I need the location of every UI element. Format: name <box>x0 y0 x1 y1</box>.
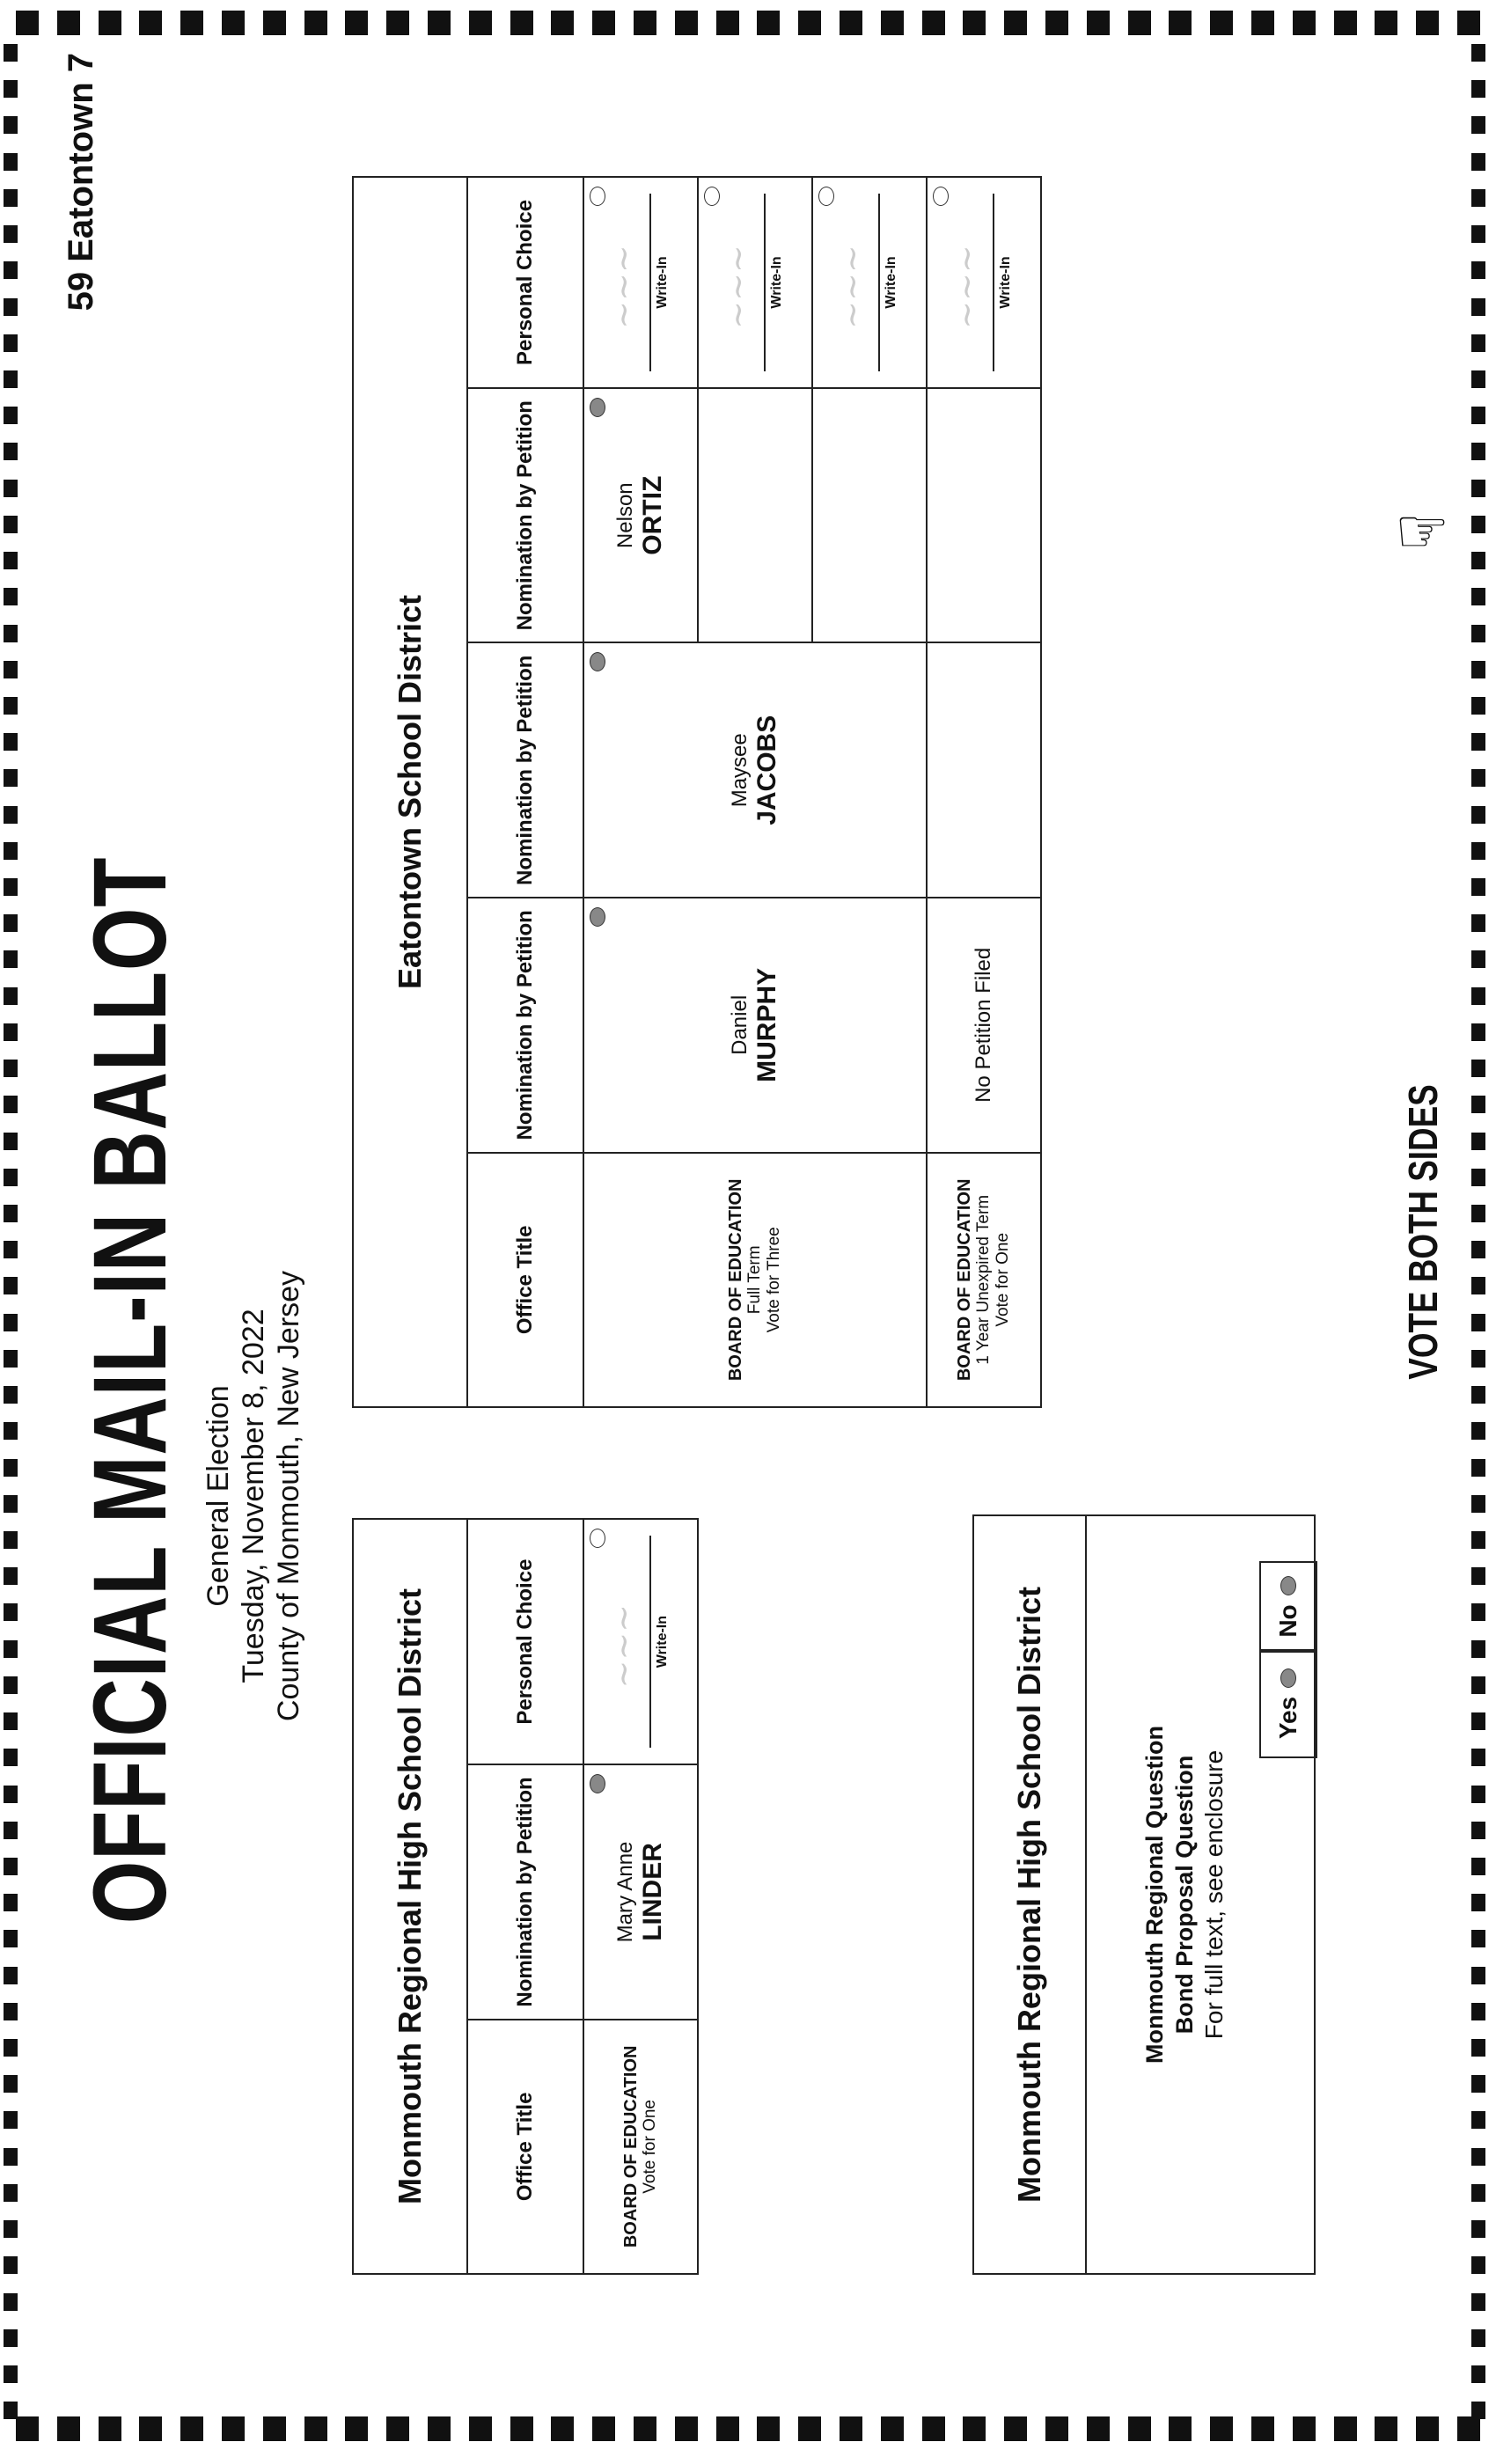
election-county: County of Monmouth, New Jersey <box>272 1270 305 1722</box>
regional-board-table <box>352 1518 699 2275</box>
write-in-line <box>649 1536 651 1748</box>
write-in-line <box>649 194 651 371</box>
write-in-label: Write-In <box>998 256 1013 309</box>
write-in-line <box>993 194 994 371</box>
vote-oval-empty[interactable] <box>933 187 949 206</box>
col-nomination-1: Nomination by Petition <box>467 898 583 1153</box>
school-board-table <box>352 176 1042 1408</box>
write-in-label: Write-In <box>884 256 898 309</box>
candidate-cell-ortiz[interactable] <box>583 388 698 643</box>
write-in-cell-2[interactable] <box>698 177 812 388</box>
empty-cell <box>927 388 1041 643</box>
question-box <box>972 1514 1316 2275</box>
col-office-title: Office Title <box>467 2020 583 2274</box>
faint-signature-mark: ~~~ <box>832 245 871 329</box>
office-instruction: Vote for Three <box>765 1227 783 1333</box>
no-label: No <box>1274 1604 1302 1638</box>
office-full-term-cell <box>583 1153 927 1407</box>
col-personal-choice: Personal Choice <box>467 1519 583 1764</box>
candidate-cell-jacobs[interactable] <box>583 642 927 898</box>
candidate-cell-murphy[interactable] <box>583 898 927 1153</box>
office-term: Full Term <box>745 1245 764 1315</box>
question-note: For full text, see enclosure <box>1200 1749 1228 2040</box>
candidate-first-name: Mary Anne <box>613 1841 637 1943</box>
office-instruction: Vote for One <box>641 2100 659 2194</box>
faint-signature-mark: ~~~ <box>718 245 757 329</box>
office-name: BOARD OF EDUCATION <box>955 1178 974 1382</box>
question-body <box>1087 1516 1314 2273</box>
vote-both-sides: VOTE BOTH SIDES <box>1400 1084 1446 1380</box>
write-in-cell-1[interactable] <box>583 177 698 388</box>
write-in-cell-4[interactable] <box>927 177 1041 388</box>
vote-oval-filled[interactable] <box>1280 1668 1296 1688</box>
write-in-label: Write-In <box>655 256 670 309</box>
candidate-last-name: ORTIZ <box>638 475 667 555</box>
faint-signature-mark: ~~~ <box>604 1603 642 1689</box>
vote-oval-filled[interactable] <box>590 652 605 671</box>
vote-oval-empty[interactable] <box>590 1529 605 1548</box>
vote-oval-empty[interactable] <box>704 187 720 206</box>
col-office-title: Office Title <box>467 1153 583 1407</box>
faint-signature-mark: ~~~ <box>947 245 986 329</box>
school-district-header: Eatontown School District <box>353 177 467 1407</box>
write-in-cell[interactable] <box>583 1519 698 1764</box>
col-nomination-2: Nomination by Petition <box>467 642 583 898</box>
vote-oval-filled[interactable] <box>590 907 605 927</box>
yes-label: Yes <box>1274 1696 1302 1740</box>
candidate-last-name: MURPHY <box>752 967 781 1082</box>
candidate-first-name: Maysee <box>728 733 752 808</box>
regional-district-header: Monmouth Regional High School District <box>353 1519 467 2274</box>
office-title-cell <box>583 2020 698 2274</box>
col-nomination-3: Nomination by Petition <box>467 388 583 643</box>
question-subtitle: Bond Proposal Question <box>1171 1755 1198 2035</box>
office-name: BOARD OF EDUCATION <box>726 1178 745 1382</box>
question-district-header: Monmouth Regional High School District <box>974 1516 1087 2273</box>
write-in-line <box>878 194 880 371</box>
ballot-title: OFFICIAL MAIL-IN BALLOT <box>72 856 188 1925</box>
vote-oval-filled[interactable] <box>590 1774 605 1793</box>
vote-oval-empty[interactable] <box>818 187 834 206</box>
candidate-cell[interactable] <box>583 1764 698 2020</box>
election-date: Tuesday, November 8, 2022 <box>237 1309 270 1683</box>
question-text <box>1140 1516 1229 2273</box>
faint-signature-mark: ~~~ <box>604 245 642 329</box>
write-in-label: Write-In <box>655 1615 670 1668</box>
precinct-label: 59 Eatontown 7 <box>62 53 100 312</box>
office-name: BOARD OF EDUCATION <box>621 2045 641 2248</box>
candidate-first-name: Nelson <box>613 482 637 549</box>
candidate-first-name: Daniel <box>728 994 752 1055</box>
empty-cell <box>927 642 1041 898</box>
empty-cell <box>812 388 927 643</box>
election-name: General Election <box>202 1385 235 1607</box>
write-in-line <box>764 194 766 371</box>
candidate-last-name: LINDER <box>638 1843 667 1941</box>
yes-option[interactable] <box>1259 1649 1317 1758</box>
candidate-last-name: JACOBS <box>752 715 781 825</box>
office-instruction: Vote for One <box>994 1232 1012 1327</box>
vote-oval-filled[interactable] <box>1280 1576 1296 1595</box>
vote-oval-filled[interactable] <box>590 398 605 417</box>
question-title: Monmouth Regional Question <box>1141 1726 1168 2064</box>
pointing-hand-icon: ☞ <box>1394 496 1450 566</box>
no-petition-filed: No Petition Filed <box>927 898 1041 1153</box>
col-personal-choice: Personal Choice <box>467 177 583 388</box>
empty-cell <box>698 388 812 643</box>
vote-oval-empty[interactable] <box>590 187 605 206</box>
no-option[interactable] <box>1259 1561 1317 1653</box>
write-in-cell-3[interactable] <box>812 177 927 388</box>
write-in-label: Write-In <box>769 256 784 309</box>
col-nomination: Nomination by Petition <box>467 1764 583 2020</box>
office-term: 1 Year Unexpired Term <box>974 1194 993 1365</box>
office-unexpired-cell <box>927 1153 1041 1407</box>
